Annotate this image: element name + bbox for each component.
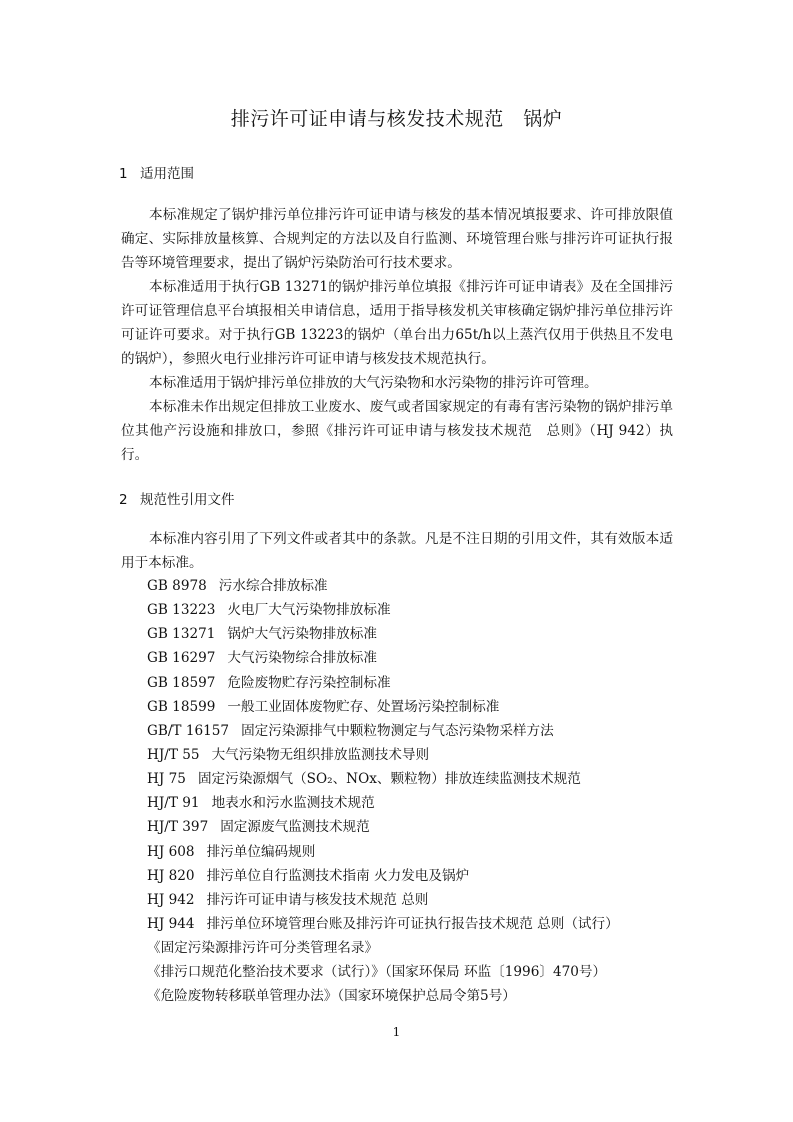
reference-title: 《危险废物转移联单管理办法》（国家环境保护总局令第5号） [147,988,516,1005]
reference-item [147,912,619,936]
reference-code: GB 18597 [147,674,216,691]
section-2-title: 规范性引用文件 [140,492,235,508]
reference-title: 锅炉大气污染物排放标准 [227,626,377,643]
reference-title: 排污单位自行监测技术指南 火力发电及锅炉 [206,867,470,884]
reference-code: GB 18599 [147,698,216,715]
reference-title: 危险废物贮存污染控制标准 [227,674,391,691]
section-1-title: 适用范围 [140,166,194,182]
page-number: 1 [392,1025,401,1039]
reference-item [147,960,619,984]
section-2-number: 2 [119,492,128,508]
reference-code: GB/T 16157 [147,722,230,739]
reference-item [147,864,619,888]
reference-title: 固定污染源烟气（SO₂、NOx、颗粒物）排放连续监测技术规范 [197,771,581,788]
reference-title: 排污单位编码规则 [206,843,316,860]
reference-item [147,936,619,960]
reference-code: HJ 820 [147,867,195,884]
reference-code: HJ 944 [147,915,195,932]
section-1-paragraph-3: 本标准适用于锅炉排污单位排放的大气污染物和水污染物的排污许可管理。 [149,375,598,391]
reference-item [147,695,619,719]
reference-item [147,767,619,791]
reference-title: 《排污口规范化整治技术要求（试行）》（国家环保局 环监〔1996〕470号） [147,964,607,981]
reference-code: HJ 608 [147,843,195,860]
reference-item [147,791,619,815]
section-1-heading [119,162,194,182]
section-1-number: 1 [119,166,128,182]
reference-code: HJ 942 [147,891,195,908]
reference-code: GB 13271 [147,626,216,643]
reference-title: 大气污染物综合排放标准 [227,650,377,667]
reference-code: HJ 75 [147,771,186,788]
reference-title: 大气污染物无组织排放监测技术导则 [211,746,430,763]
section-1-paragraph-1: 本标准规定了锅炉排污单位排污许可证申请与核发的基本情况填报要求、许可排放限值确定、实际排放量核算、合规判定的方法以及自行监测、环境管理台账与排污许可证执行报告等环境管理要求，提出了锅炉污染防治可行技术要求。 [121,207,673,271]
reference-item [147,719,619,743]
reference-item [147,840,619,864]
reference-item [147,815,619,839]
reference-title: 固定污染源排气中颗粒物测定与气态污染物采样方法 [241,722,554,739]
reference-code: HJ/T 55 [147,746,200,763]
section-1-paragraph-4: 本标准未作出规定但排放工业废水、废气或者国家规定的有毒有害污染物的锅炉排污单位其他产污设施和排放口，参照《排污许可证申请与核发技术规范 总则》（HJ 942）执行。 [121,399,673,463]
section-2-heading [119,488,235,508]
reference-title: 一般工业固体废物贮存、处置场污染控制标准 [227,698,500,715]
reference-item [147,574,619,598]
reference-title: 排污单位环境管理台账及排污许可证执行报告技术规范 总则（试行） [206,915,619,932]
section-2-intro: 本标准内容引用了下列文件或者其中的条款。凡是不注日期的引用文件，其有效版本适用于本标准。 [121,531,673,571]
reference-code: GB 8978 [147,578,207,594]
reference-item [147,622,619,646]
reference-title: 污水综合排放标准 [218,578,328,594]
reference-title: 火电厂大气污染物排放标准 [227,602,391,619]
section-1-paragraph-2: 本标准适用于执行GB 13271的锅炉排污单位填报《排污许可证申请表》及在全国排污许可证管理信息平台填报相关申请信息，适用于指导核发机关审核确定锅炉排污单位排污许可证许可要求。对于执行GB 13223的锅炉（单台出力65t/h以上蒸汽仅用于供热且不发电的锅炉），参照火电行业排污许可证申请与核发技术规范执行。 [121,279,673,367]
reference-item [147,984,619,1008]
reference-title: 《固定污染源排污许可分类管理名录》 [147,940,379,957]
reference-item [147,671,619,695]
reference-title: 排污许可证申请与核发技术规范 总则 [206,891,429,908]
reference-title: 地表水和污水监测技术规范 [211,795,375,812]
reference-code: HJ/T 397 [147,819,209,836]
reference-code: GB 13223 [147,602,216,619]
document-title: 排污许可证申请与核发技术规范 锅炉 [230,108,563,130]
reference-title: 固定源废气监测技术规范 [220,819,370,836]
reference-item [147,646,619,670]
reference-item [147,743,619,767]
reference-code: HJ/T 91 [147,795,200,812]
reference-list [147,574,619,1009]
reference-code: GB 16297 [147,650,216,667]
reference-item [147,888,619,912]
reference-item [147,598,619,622]
